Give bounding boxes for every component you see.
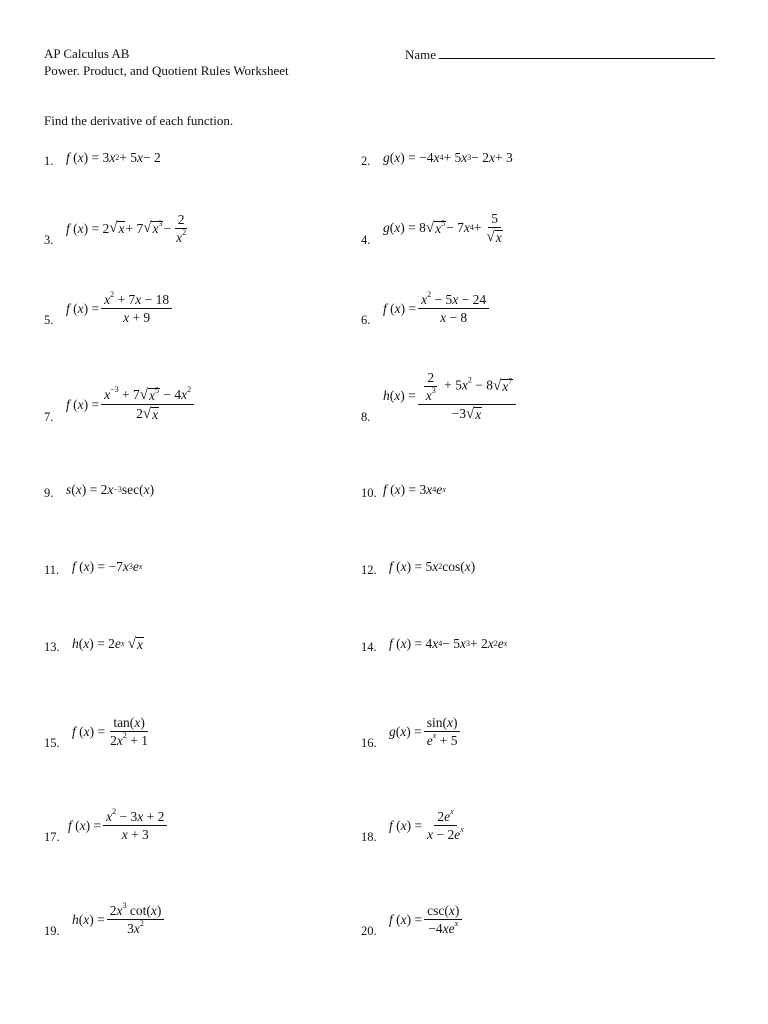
problem-19: [44, 878, 374, 938]
problem-10: [361, 440, 691, 500]
problem-20: [361, 878, 691, 938]
problem-expression: g ( x ) = −4 x 4 + 5 x 3 − 2 x + 3: [383, 150, 513, 165]
problem-number: 15.: [44, 736, 60, 750]
problem-7: [44, 364, 374, 424]
instructions: Find the derivative of each function.: [44, 113, 234, 128]
name-blank-line: [439, 46, 715, 59]
problem-11: [44, 517, 374, 577]
problem-expression: f ( x ) = $\frac{x^2 + 7x - 18}{x + 9}$: [66, 292, 174, 325]
problem-2: [361, 108, 691, 168]
problem-14: [361, 594, 691, 654]
problem-expression: g ( x ) = $\frac{\sin(x)}{e^x + 5}$: [389, 715, 462, 748]
problem-expression: s ( x ) = 2 x −3 sec( x ): [66, 482, 155, 497]
problem-number: 12.: [361, 563, 377, 577]
course-title: AP Calculus AB: [44, 46, 130, 61]
problem-number: 13.: [44, 640, 60, 654]
problem-number: 19.: [44, 924, 60, 938]
problem-6: [361, 267, 691, 327]
problem-8: [361, 364, 691, 424]
problem-expression: f ( x ) = 3 x 4 e x: [383, 482, 446, 497]
problem-number: 18.: [361, 830, 377, 844]
problem-1: [44, 108, 374, 168]
problem-13: [44, 594, 374, 654]
problem-number: 20.: [361, 924, 377, 938]
problem-expression: f ( x ) = $\frac{2e^x}{x - 2e^x}$: [389, 807, 464, 842]
problem-number: 1.: [44, 154, 54, 168]
problem-expression: h ( x ) = 2 e x √ x: [72, 635, 144, 652]
problem-expression: f ( x ) = 4 x 4 − 5 x 3 + 2 x 2 e x: [389, 636, 508, 651]
problem-expression: f ( x ) = 2 √ x + 7 √ $x^3$ − $\frac{2}{x^2}$: [66, 212, 187, 245]
problem-number: 10.: [361, 486, 377, 500]
problem-number: 6.: [361, 313, 371, 327]
problem-17: [44, 784, 374, 844]
problem-expression: f ( x ) = $\frac{x^2 - 5x - 24}{x - 8}$: [383, 292, 491, 325]
name-field: [405, 46, 715, 63]
problem-expression: f ( x ) = $x^{-3} + 7$ √ $x^5$ − $4x^2$ 2 √ x: [66, 387, 196, 422]
problem-4: [361, 187, 691, 247]
problem-number: 9.: [44, 486, 54, 500]
problem-3: [44, 187, 374, 247]
problem-number: 3.: [44, 233, 54, 247]
problem-number: 4.: [361, 233, 371, 247]
problem-number: 8.: [361, 410, 371, 424]
problem-expression: f ( x ) = $\frac{\tan(x)}{2x^2 + 1}$: [72, 715, 148, 748]
name-label: Name: [405, 47, 437, 62]
problem-12: [361, 517, 691, 577]
problem-expression: g ( x ) = 8 √ $x^5$ − 7 x 4 + 5 √ x: [383, 211, 502, 245]
problem-expression: f ( x ) = −7 x 3 e x: [72, 559, 143, 574]
problem-15: [44, 690, 374, 750]
problem-expression: f ( x ) = 5 x 2 cos( x ): [389, 559, 476, 574]
problem-9: [44, 440, 374, 500]
problem-number: 14.: [361, 640, 377, 654]
problem-number: 5.: [44, 313, 54, 327]
problem-number: 2.: [361, 154, 371, 168]
problem-expression: f ( x ) = $\frac{\csc(x)}{-4xe^x}$: [389, 903, 464, 936]
worksheet-title: Power. Product, and Quotient Rules Worksheet: [44, 63, 289, 78]
problem-18: [361, 784, 691, 844]
problem-5: [44, 267, 374, 327]
problem-expression: h ( x ) = $\frac{2x^3 \cot(x)}{3x^2}$: [72, 903, 166, 936]
problem-number: 7.: [44, 410, 54, 424]
problem-number: 11.: [44, 563, 60, 577]
problem-expression: h ( x ) = $\frac{2}{x^3}$ + $5x^2 - 8$ √ $x^7$ −3 √ x: [383, 370, 518, 422]
problem-expression: f ( x ) = 3 x 2 + 5 x − 2: [66, 150, 161, 165]
problem-expression: f ( x ) = $\frac{x^2 - 3x + 2}{x + 3}$: [68, 809, 169, 842]
problem-16: [361, 690, 691, 750]
problem-number: 17.: [44, 830, 60, 844]
problem-number: 16.: [361, 736, 377, 750]
